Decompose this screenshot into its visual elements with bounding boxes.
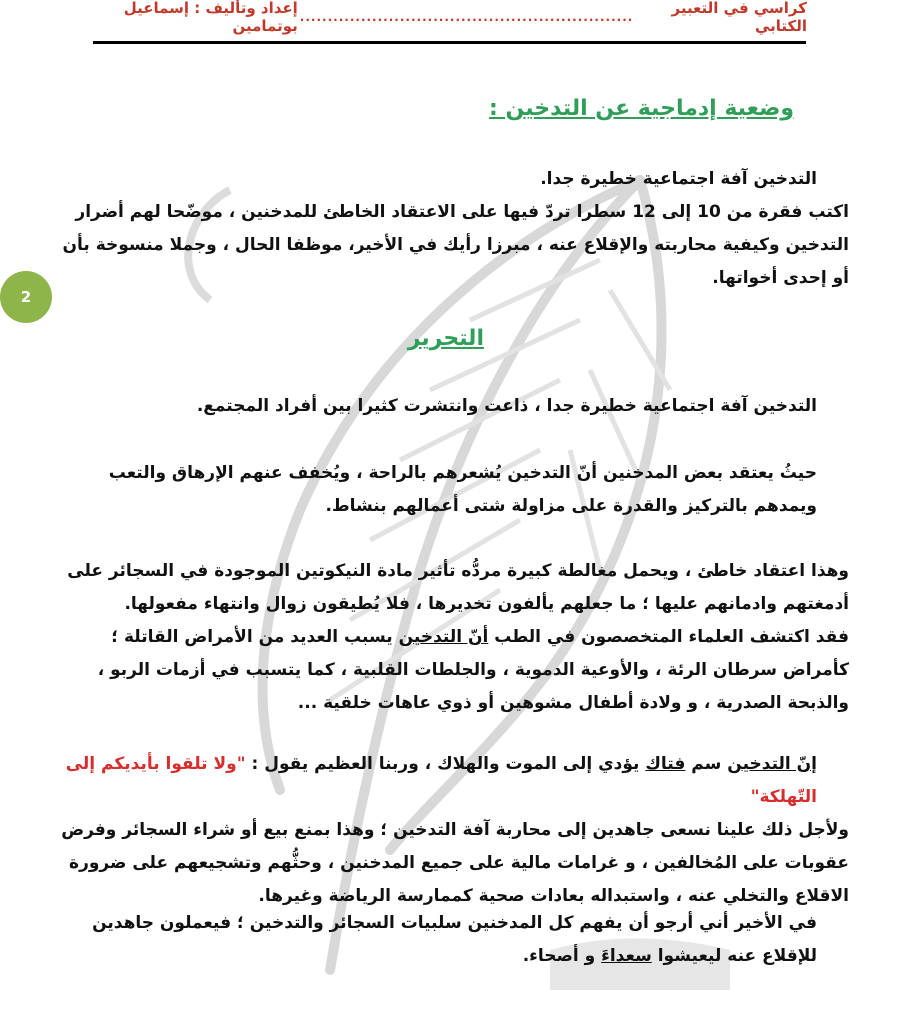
header-rule xyxy=(93,41,806,44)
instruction-text: اكتب فقرة من 10 إلى 12 سطرا تردّ فيها على الاعتقاد الخاطئ للمدخنين ، موضّحا لهم أضرار التدخين وكيفية محاربته والإقلاع عنه ، مبرزا رأيك في الأخير، موظفا الحال ، وجملا منسوخة بأن أو إحدى أخواتها. xyxy=(62,202,849,288)
paragraph-4-text xyxy=(52,621,849,720)
essay-paragraph-1: التدخين آفة اجتماعية خطيرة جدا ، ذاعت وانتشرت كثيرا بين أفراد المجتمع. xyxy=(196,396,817,416)
statement-text: التدخين آفة اجتماعية خطيرة جدا. xyxy=(540,169,817,189)
p5-rest: ولأجل ذلك علينا نسعى جاهدين إلى محاربة آفة التدخين ؛ وهذا بمنع بيع أو شراء السجائر وفرض عقوبات على المُخالفين ، و غرامات مالية على جميع المدخنين ، وحثُّهم وتشجيعهم على ضرورة الاقلاع والتخلي عنه ، واستبداله بعادات صحية كممارسة الرياضة وغيرها. xyxy=(61,820,849,906)
header-dots: ............................................................ xyxy=(299,10,634,24)
essay-paragraph-3 xyxy=(52,555,849,720)
p5-underlined-2: فتاك xyxy=(645,754,686,774)
essay-paragraph-6 xyxy=(52,907,849,973)
p5-text: يؤدي إلى الموت والهلاك ، وربنا العظيم يقول : xyxy=(245,754,646,774)
p6-start: في الأخير أني أرجو أن يفهم كل المدخنين سلبيات السجائر والتدخين ؛ فيعملون جاهدين للإقلاع عنه ليعيشوا xyxy=(92,913,817,966)
essay-title: التحرير xyxy=(407,326,484,351)
p4-start: فقد اكتشف العلماء المتخصصون في الطب xyxy=(488,627,849,647)
author-credit: إعداد وتأليف : إسماعيل بوتمامين xyxy=(123,0,298,35)
p4-underlined: أنّ التدخين xyxy=(398,627,489,647)
paragraph-3-text: وهذا اعتقاد خاطئ ، ويحمل مغالطة كبيرة مردُّه تأثير مادة النيكوتين الموجودة في السجائر على أدمغتهم وادمانهم عليها ؛ ما جعلهم يألفون تخديرها ، فلا يُطيقون زوال وانتهاء مفعولها. xyxy=(67,561,849,614)
p4-end: يسبب العديد من الأمراض القاتلة ؛ كأمراض سرطان الرئة ، والأوعية الدموية ، والجلطات القلبية ، كما يتسبب في أزمات الربو ، والذبحة الصدرية ، و ولادة أطفال مشوهين أو ذوي عاهات خلقية ... xyxy=(97,627,849,713)
p5-first-line xyxy=(52,748,849,814)
page-number-badge: 2 xyxy=(0,271,52,323)
page-header xyxy=(80,0,807,35)
book-title: كراسي في التعبير الكتابي xyxy=(671,0,807,35)
p6-end: و أصحاء. xyxy=(522,946,602,966)
exercise-statement xyxy=(52,163,849,295)
p5-mid: سم xyxy=(685,754,728,774)
p6-underlined: سعداءَ xyxy=(601,946,652,966)
essay-paragraph-2: حيثُ يعتقد بعض المدخنين أنّ التدخين يُشعرهم بالراحة ، ويُخفف عنهم الإرهاق والتعب ويمدهم بالتركيز والقدرة على مزاولة شتى أعمالهم بنشاط. xyxy=(108,463,817,516)
essay-paragraph-5 xyxy=(52,748,849,913)
p5-underlined-1: إنّ التدخين xyxy=(727,754,817,774)
quran-quote: "ولا تلقوا بأيديكم إلى التّهلكة" xyxy=(65,754,817,807)
exercise-title: وضعية إدماجية عن التدخين : xyxy=(489,96,794,121)
